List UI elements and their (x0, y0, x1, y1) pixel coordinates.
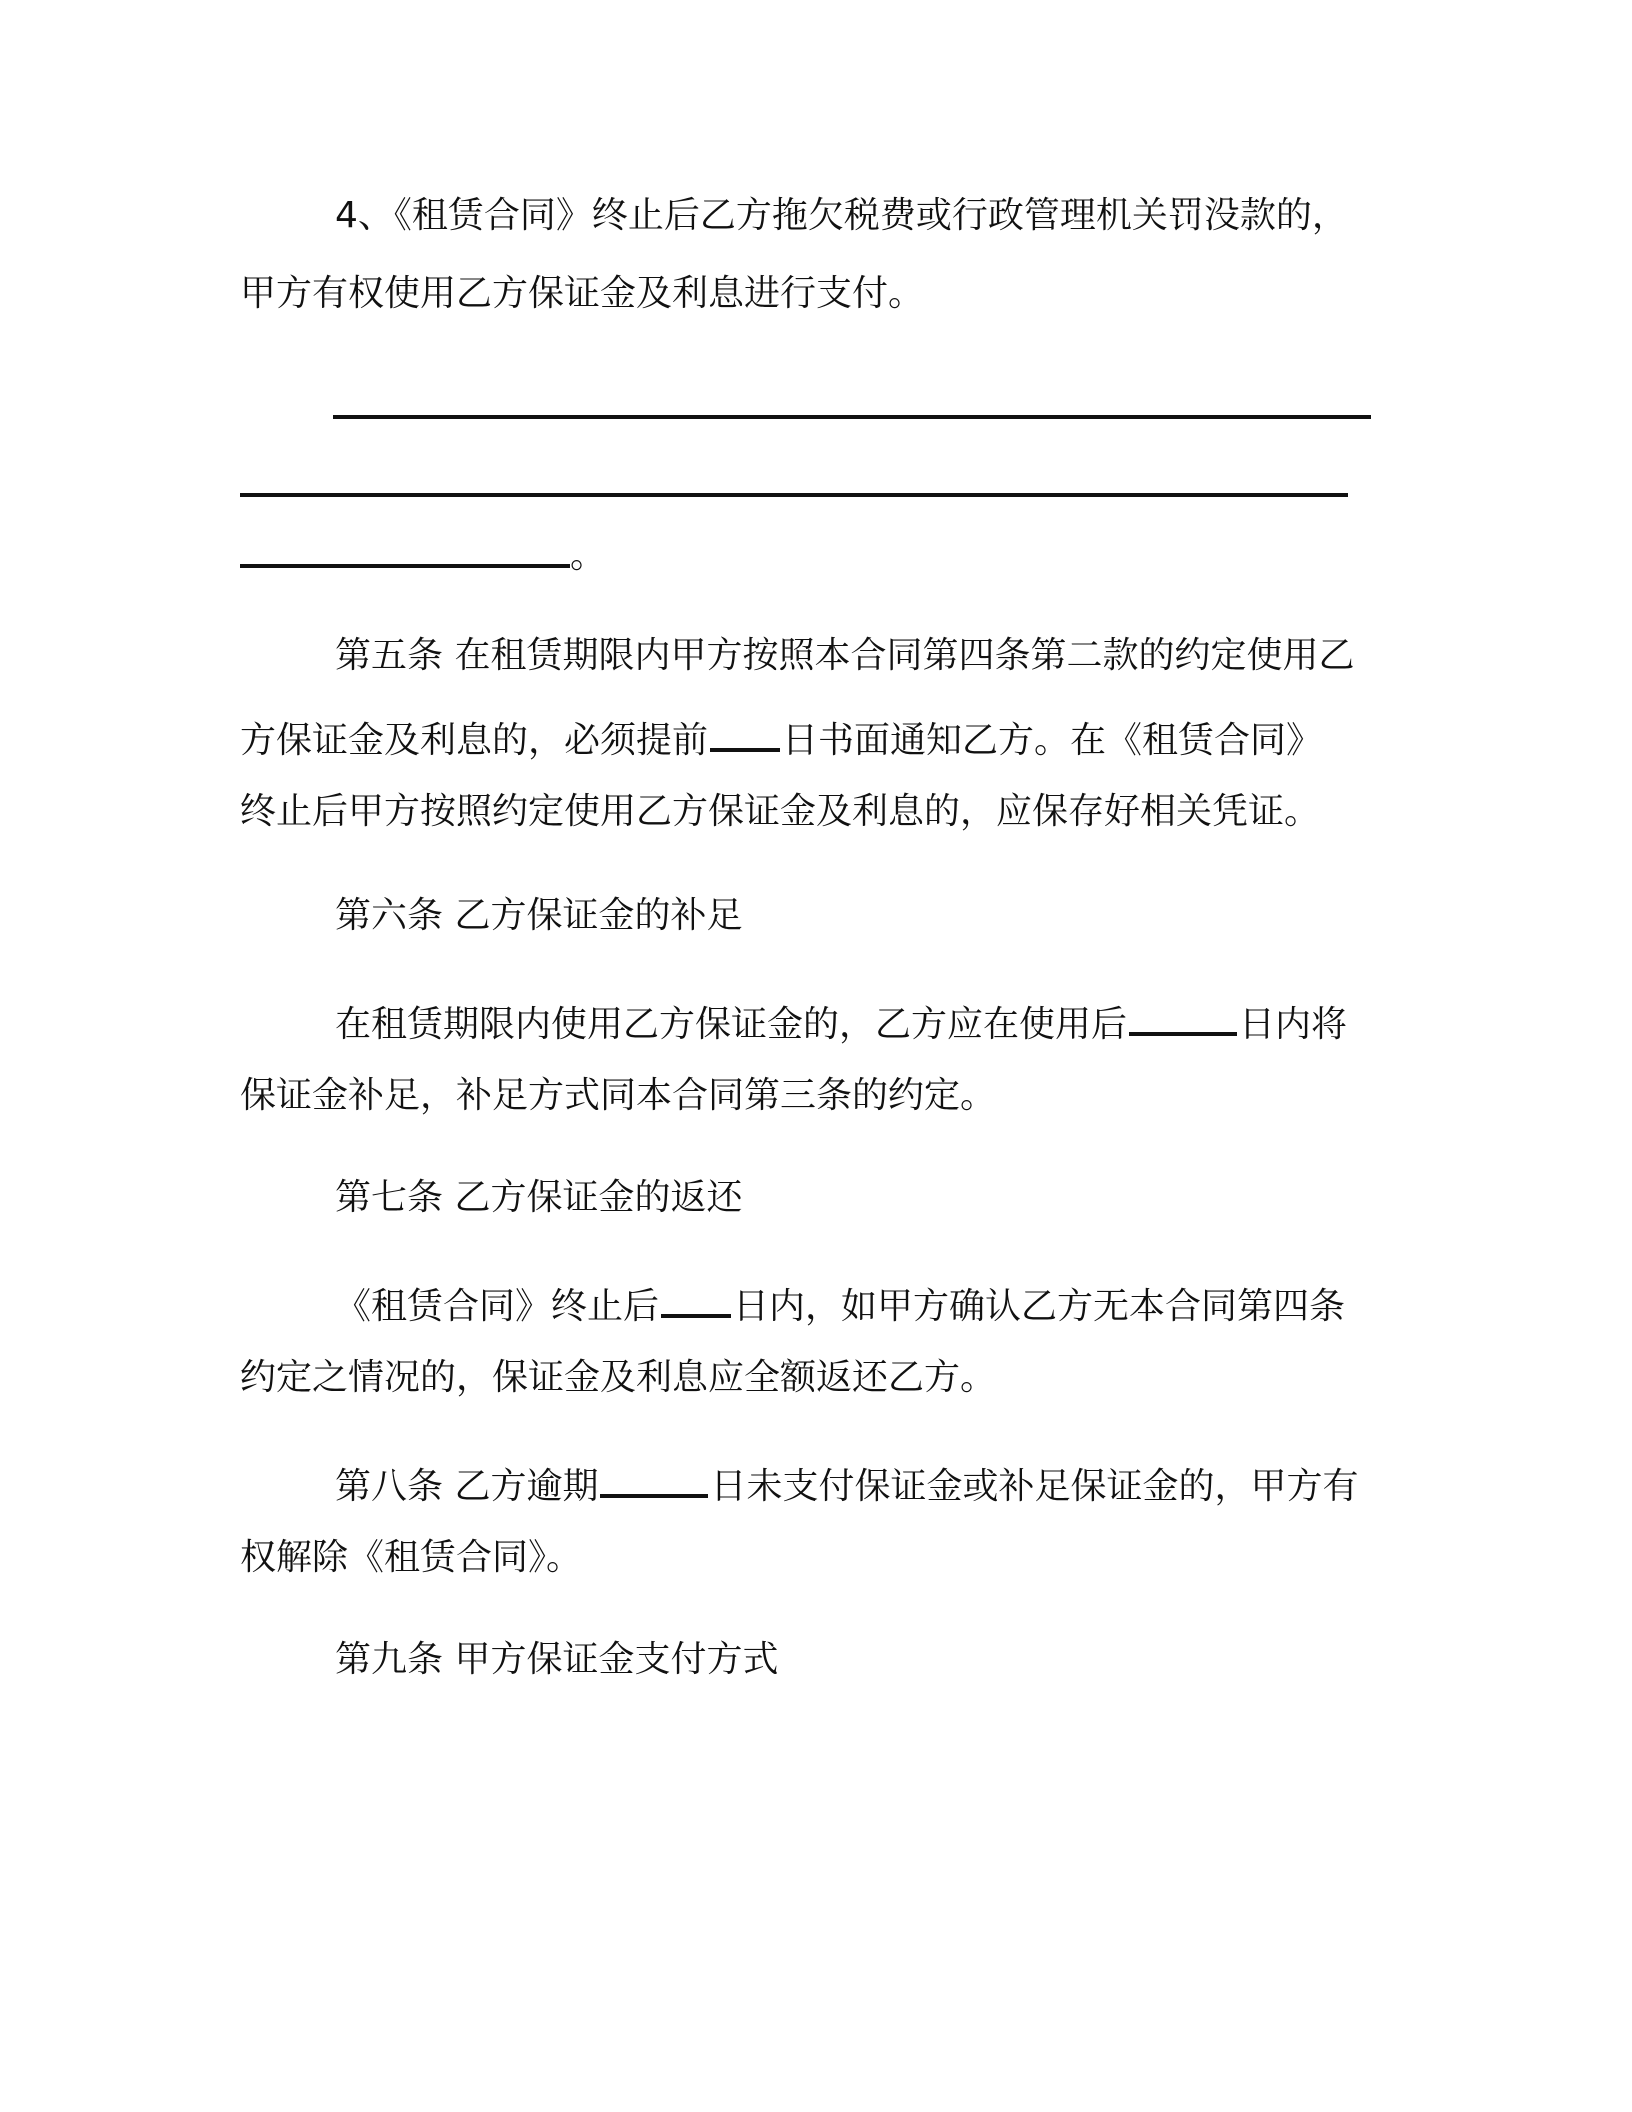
article6-line2: 保证金补足，补足方式同本合同第三条的约定。 (240, 1075, 997, 1116)
replenish-days-blank[interactable] (1129, 1000, 1237, 1036)
fill-in-end-mark: 。 (570, 535, 607, 576)
return-days-blank[interactable] (661, 1282, 731, 1318)
fill-in-line-1[interactable] (333, 415, 1371, 419)
article6-heading: 第六条 乙方保证金的补足 (335, 895, 743, 936)
article5-line2 (240, 716, 1322, 759)
article9-heading: 第九条 甲方保证金支付方式 (335, 1639, 779, 1680)
article6-line1-part1: 在租赁期限内使用乙方保证金的，乙方应在使用后 (335, 1004, 1128, 1045)
article7-line1-part2: 日内，如甲方确认乙方无本合同第四条 (733, 1286, 1346, 1327)
clause4-line2: 甲方有权使用乙方保证金及利息进行支付。 (240, 273, 925, 314)
article5-line3: 终止后甲方按照约定使用乙方保证金及利息的，应保存好相关凭证。 (240, 791, 1321, 832)
article5-line1: 第五条 在租赁期限内甲方按照本合同第四条第二款的约定使用乙 (335, 635, 1355, 676)
article5-line2-part1: 方保证金及利息的，必须提前 (240, 720, 709, 761)
article8-line2: 权解除《租赁合同》。 (240, 1537, 583, 1578)
article8-line1-part1: 第八条 乙方逾期 (335, 1466, 599, 1507)
article6-line1-part2: 日内将 (1239, 1004, 1348, 1045)
article8-line1 (335, 1462, 1358, 1505)
article7-line1 (335, 1282, 1345, 1325)
article7-line1-part1: 《租赁合同》终止后 (335, 1286, 660, 1327)
overdue-days-blank[interactable] (600, 1462, 708, 1498)
notice-days-blank[interactable] (710, 716, 780, 752)
article8-line1-part2: 日未支付保证金或补足保证金的，甲方有 (710, 1466, 1359, 1507)
fill-in-line-2[interactable] (240, 493, 1348, 497)
article7-heading: 第七条 乙方保证金的返还 (335, 1177, 743, 1218)
article5-line2-part2: 日书面通知乙方。在《租赁合同》 (782, 720, 1323, 761)
fill-in-line-3[interactable] (240, 564, 570, 568)
clause4-line1: 4、《租赁合同》终止后乙方拖欠税费或行政管理机关罚没款的， (335, 195, 1348, 236)
article7-line2: 约定之情况的，保证金及利息应全额返还乙方。 (240, 1357, 997, 1398)
article6-line1 (335, 1000, 1347, 1043)
